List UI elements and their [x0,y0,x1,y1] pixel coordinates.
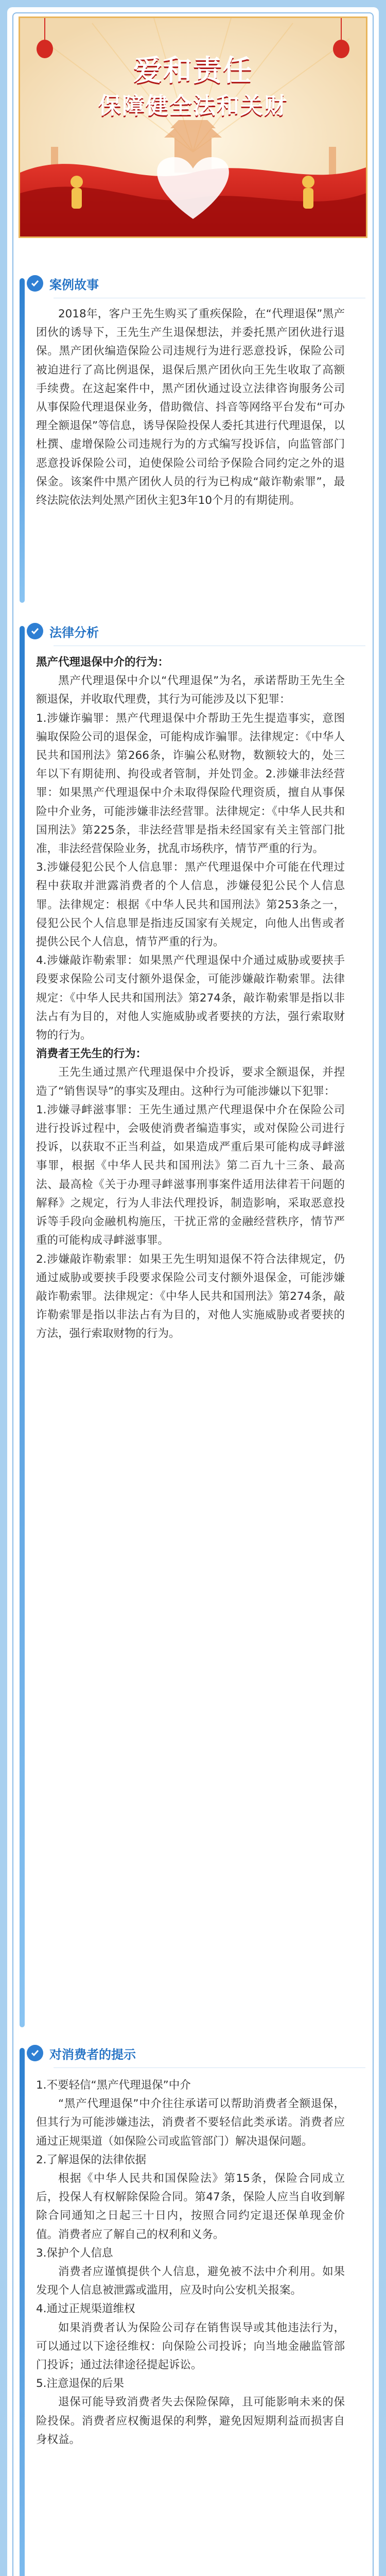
tip-heading: 1.不要轻信“黑产代理退保”中介 [36,2079,191,2092]
section-title: 案例故事 [49,277,99,292]
banner-subtitle [20,85,366,122]
paragraph: 3.涉嫌侵犯公民个人信息罪：黑产代理退保中介可能在代理过程中获取并泄露消费者的个人信息，涉嫌侵犯公民个人信息罪。法律规定：根据《中华人民共和国刑法》第253条之一，侵犯公民个人信息罪是指违反国家有关规定，向他人出售或者提供公民个人信息，情节严重的行为。 [36,861,345,949]
banner-title: 爱和责任 [133,54,253,88]
paragraph: 4.涉嫌敲诈勒索罪：如果黑产代理退保中介通过威胁或要挟手段要求保险公司支付额外退保金，可能涉嫌敲诈勒索罪。法律规定：《中华人民共和国刑法》第274条，敲诈勒索罪是指以非法占有为目的，对他人实施威胁或者要挟的方法，强行索取财物的行为。 [36,954,345,1042]
section-sidebar-2 [20,626,25,2027]
subheading: 黑产代理退保中介的行为： [36,656,169,669]
case-story-paragraph: 2018年，客户王先生购买了重疾保险，在“代理退保”黑产团伙的诱导下，王先生产生退保想法，并委托黑产团伙进行退保。黑产团伙编造保险公司违规行为进行恶意投诉，保险公司被迫进行了高比例退保，退保后黑产团伙向王先生收取了高额手续费。在这起案件中，黑产团伙通过设立法律咨询服务公司从事保险代理退保业务，借助微信、抖音等网络平台发布“可办理全额退保”等信息，诱导保险投保人委托其进行代理退保，以杜撰、虚增保险公司违规行为的方式编写投诉信，向监管部门恶意投诉保险公司，迫使保险公司给予保险合同约定之外的退保金。该案件中黑产团伙人员的行为已构成“敲诈勒索罪”，最终法院依法判处黑产团伙主犯3年10个月的有期徒刑。 [36,308,345,507]
tip-heading: 2.了解退保的法律依据 [36,2153,147,2166]
header-banner [19,16,367,238]
tip-body: 如果消费者认为保险公司存在销售误导或其他违法行为，可以通过以下途径维权：向保险公司投诉；向当地金融监管部门投诉；通过法律途径提起诉讼。 [36,2321,345,2372]
divider [54,2067,365,2068]
section-header-consumer-tips [27,2043,136,2063]
tip-heading: 5.注意退保的后果 [36,2377,125,2391]
tip-body: “黑产代理退保”中介往往承诺可以帮助消费者全额退保，但其行为可能涉嫌违法，消费者不要轻信此类承诺。消费者应通过正规渠道（如保险公司或监管部门）解决退保问题。 [36,2097,345,2148]
case-story-text [36,305,345,510]
section-sidebar-3 [20,2048,25,2576]
consumer-tips-text [36,2076,345,2449]
paragraph: 黑产代理退保中介以“代理退保”为名，承诺帮助王先生全额退保，并收取代理费，其行为可能涉及以下犯罪： [36,674,345,706]
tip-heading: 4.通过正规渠道维权 [36,2302,135,2316]
tip-body: 退保可能导致消费者失去保险保障，且可能影响未来的保险投保。消费者应权衡退保的利弊，避免因短期利益而损害自身权益。 [36,2396,345,2446]
tip-body: 消费者应谨慎提供个人信息，避免被不法中介利用。如果发现个人信息被泄露或滥用，应及时向公安机关报案。 [36,2265,345,2297]
check-circle-icon [27,2045,43,2061]
tip-heading: 3.保护个人信息 [36,2246,113,2260]
section-header-case-story [27,273,99,294]
legal-analysis-text [36,653,345,1344]
paragraph: 2.涉嫌敲诈勒索罪：如果王先生明知退保不符合法律规定，仍通过威胁或要挟手段要求保险公司支付额外退保金，可能涉嫌敲诈勒索罪。法律规定：《中华人民共和国刑法》第274条，敲诈勒索罪是指以非法占有为目的，对他人实施威胁或者要挟的方法，强行索取财物的行为。 [36,1252,345,1341]
section-title: 法律分析 [49,625,99,640]
tip-body: 根据《中华人民共和国保险法》第15条，保险合同成立后，投保人有权解除保险合同。第47条，保险人应当自收到解除合同通知之日起三十日内，按照合同约定退还保单现金价值。消费者应了解自己的权利和义务。 [36,2172,345,2241]
section-title: 对消费者的提示 [49,2047,136,2062]
section-sidebar-1 [20,278,25,603]
check-circle-icon [27,623,43,639]
paragraph: 1.涉嫌诈骗罪：黑产代理退保中介帮助王先生提造事实，意图骗取保险公司的退保金，可能构成诈骗罪。法律规定：《中华人民共和国刑法》第266条，诈骗公私财物，数额较大的，处三年以下有期徒刑、拘役或者管制，并处罚金。2.涉嫌非法经营罪：如果黑产代理退保中介未取得保险代理资质，擅自从事保险中介业务，可能涉嫌非法经营罪。法律规定：《中华人民共和国刑法》第225条，非法经营罪是指未经国家有关主管部门批准，非法经营保险业务，扰乱市场秩序，情节严重的行为。 [36,711,345,856]
section-header-legal-analysis [27,621,99,641]
banner-subtitle-text: 保障健全法和关财 [98,93,288,119]
paragraph: 1.涉嫌寻衅滋事罪：王先生通过黑产代理退保中介在保险公司进行投诉过程中，会吸使消费者编造事实，或对保险公司进行投诉，以获取不正当利益，如果造成严重后果可能构成寻衅滋事罪，根据《中华人民共和国刑法》第二百九十三条、最高法、最高检《关于办理寻衅滋事刑事案件适用法律若干问题的解释》之规定，行为人非法代理投诉，制造影响，采取恶意投诉等手段向金融机构施压，干扰正常的金融经营秩序，情节严重的可能构成寻衅滋事罪。 [36,1103,345,1247]
paragraph: 王先生通过黑产代理退保中介投诉，要求全额退保，并捏造了“销售误导”的事实及理由。这种行为可能涉嫌以下犯罪： [36,1066,345,1098]
check-circle-icon [27,275,43,292]
subheading: 消费者王先生的行为： [36,1047,147,1061]
